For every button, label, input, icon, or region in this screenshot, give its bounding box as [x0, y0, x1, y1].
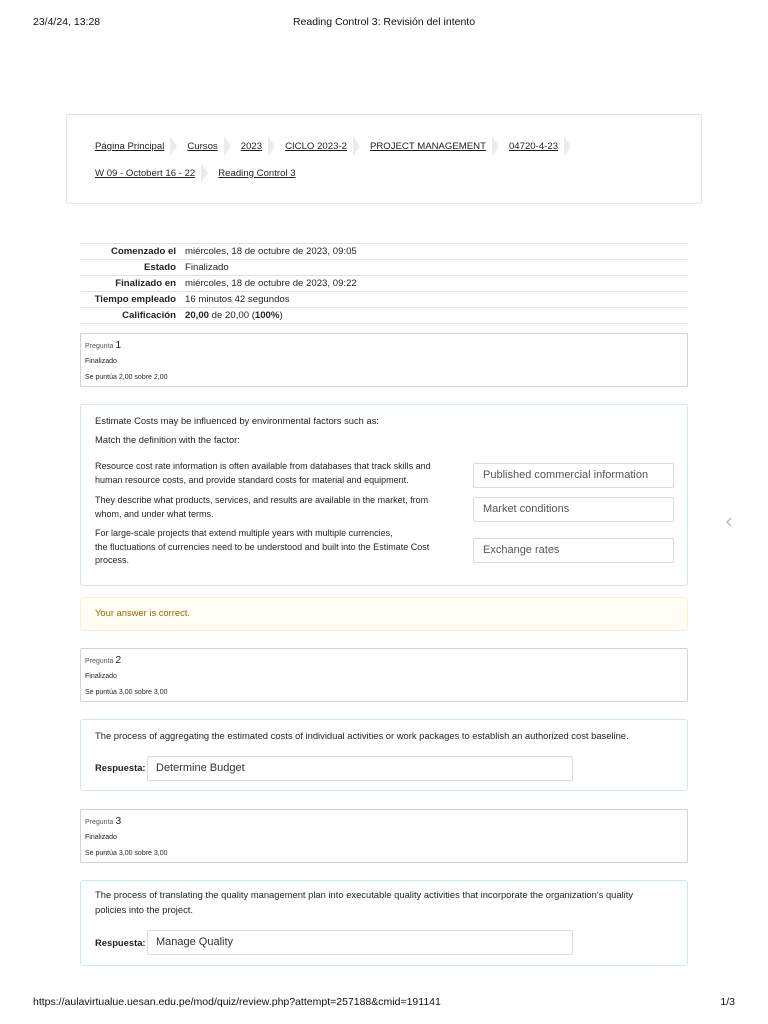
breadcrumb-separator-icon [268, 136, 275, 156]
summary-label: Tiempo empleado [80, 292, 179, 308]
print-date: 23/4/24, 13:28 [33, 16, 101, 28]
answer-label: Respuesta: [95, 937, 146, 948]
breadcrumb-separator-icon [564, 136, 571, 156]
summary-value: 16 minutos 42 segundos [179, 292, 688, 308]
grade-total: de 20,00 ( [209, 310, 255, 321]
question-number-value: 3 [115, 815, 122, 827]
question-state: Finalizado [85, 358, 117, 365]
question-info-2 [80, 648, 688, 702]
definition-line: the fluctuations of currencies need to be understood and built into the Estimate Cost [95, 541, 430, 552]
definition-line: For large-scale projects that extend multiple years with multiple currencies, [95, 528, 393, 538]
answer-field[interactable]: Manage Quality [147, 930, 573, 955]
question-number [85, 655, 683, 667]
definition-line: human resource costs, and provide standard costs for material and equipment. [95, 474, 409, 485]
definition-line: process. [95, 555, 130, 565]
attempt-summary-table [80, 243, 688, 324]
summary-value: Finalizado [179, 260, 688, 276]
question-grade: Se puntúa 2,00 sobre 2,00 [85, 374, 168, 381]
breadcrumb-week-link[interactable]: W 09 - Octobert 16 - 22 [95, 167, 196, 179]
breadcrumb-course-link[interactable]: PROJECT MANAGEMENT [369, 140, 486, 152]
question-number [85, 340, 683, 352]
question-prefix: Pregunta [85, 658, 114, 665]
summary-value: miércoles, 18 de octubre de 2023, 09:05 [179, 244, 688, 260]
summary-row-finished [80, 276, 688, 292]
breadcrumb-quiz-link[interactable]: Reading Control 3 [218, 167, 296, 179]
breadcrumb [66, 114, 702, 204]
summary-value: miércoles, 18 de octubre de 2023, 09:22 [179, 276, 688, 292]
question-content-2 [80, 719, 688, 791]
breadcrumb-year-link[interactable]: 2023 [240, 140, 263, 152]
question-number-value: 2 [115, 654, 122, 666]
match-definition [95, 527, 470, 568]
definition-line: They describe what products, services, and results are available in the market, from [95, 495, 429, 505]
summary-grade-value [179, 308, 688, 324]
question-info-3 [80, 809, 688, 863]
print-footer [33, 996, 735, 1010]
match-definition [95, 460, 470, 487]
match-answer-select[interactable]: Exchange rates [473, 538, 674, 563]
question-info-1 [80, 333, 688, 387]
definition-line: whom, and under what terms. [95, 508, 214, 519]
breadcrumb-separator-icon [170, 136, 177, 156]
answer-label: Respuesta: [95, 762, 146, 773]
summary-label: Calificación [80, 308, 179, 324]
question-content-3 [80, 880, 688, 966]
definition-line: Resource cost rate information is often available from databases that track skills and [95, 461, 431, 471]
breadcrumb-row-2 [95, 163, 296, 183]
breadcrumb-home-link[interactable]: Página Principal [95, 140, 165, 152]
match-definition [95, 494, 470, 521]
summary-label: Comenzado el [80, 244, 179, 260]
question-number-value: 1 [115, 339, 122, 351]
breadcrumb-row-1 [95, 136, 581, 156]
breadcrumb-separator-icon [492, 136, 499, 156]
summary-row-state [80, 260, 688, 276]
match-answer-select[interactable]: Market conditions [473, 497, 674, 522]
question-text: Estimate Costs may be influenced by environmental factors such as: [95, 415, 379, 426]
page-number: 1/3 [720, 996, 735, 1008]
question-text: policies into the project. [95, 904, 193, 915]
summary-row-time [80, 292, 688, 308]
grade-score: 20,00 [185, 310, 210, 321]
grade-close: ) [279, 310, 283, 321]
grade-percent: 100% [254, 310, 280, 321]
answer-field[interactable]: Determine Budget [147, 756, 573, 781]
question-text: The process of aggregating the estimated costs of individual activities or work packages to establish an authorized cost baseline. [95, 730, 629, 741]
print-title: Reading Control 3: Revisión del intento [292, 16, 476, 28]
breadcrumb-cycle-link[interactable]: CICLO 2023-2 [285, 140, 347, 152]
question-text: The process of translating the quality management plan into executable quality activities that incorporate the organization's quality [95, 889, 634, 900]
question-content-1 [80, 404, 688, 586]
summary-row-started [80, 244, 688, 260]
question-prefix: Pregunta [85, 343, 114, 350]
breadcrumb-separator-icon [224, 136, 231, 156]
summary-label: Finalizado en [80, 276, 179, 292]
question-state: Finalizado [85, 673, 117, 680]
summary-row-grade [80, 308, 688, 324]
match-answer-select[interactable]: Published commercial information [473, 463, 674, 488]
breadcrumb-courses-link[interactable]: Cursos [187, 140, 218, 152]
breadcrumb-separator-icon [201, 163, 208, 183]
question-number [85, 816, 683, 828]
print-url: https://aulavirtualue.uesan.edu.pe/mod/quiz/review.php?attempt=257188&cmid=191141 [33, 996, 441, 1008]
summary-label: Estado [80, 260, 179, 276]
question-state: Finalizado [85, 834, 117, 841]
question-grade: Se puntúa 3,00 sobre 3,00 [85, 850, 168, 857]
question-instruction: Match the definition with the factor: [95, 434, 240, 445]
breadcrumb-separator-icon [353, 136, 360, 156]
chevron-left-icon[interactable] [724, 512, 734, 532]
question-prefix: Pregunta [85, 819, 114, 826]
print-header [33, 16, 735, 30]
feedback-correct: Your answer is correct. [80, 597, 688, 631]
breadcrumb-section-link[interactable]: 04720-4-23 [508, 140, 559, 152]
question-grade: Se puntúa 3,00 sobre 3,00 [85, 689, 168, 696]
